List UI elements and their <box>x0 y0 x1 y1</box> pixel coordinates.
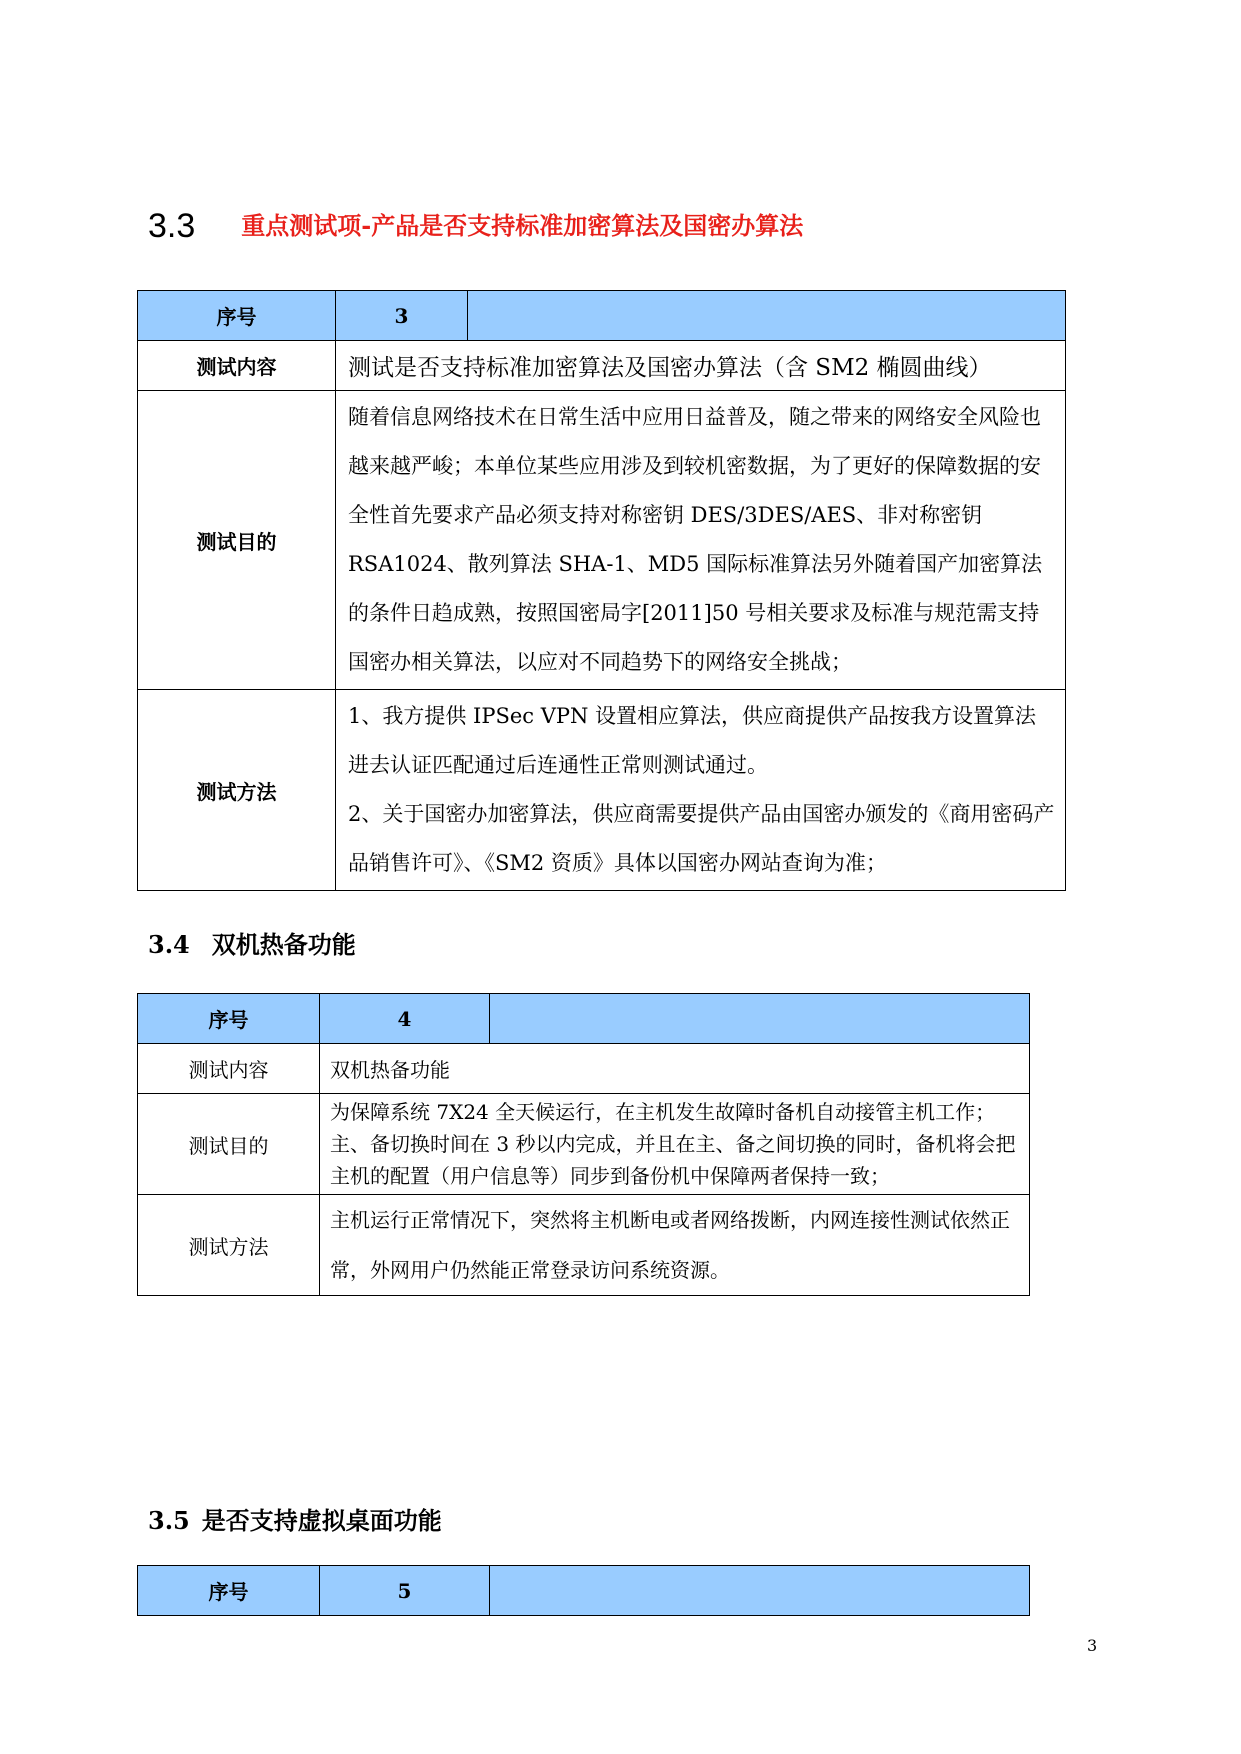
header-empty-cell <box>468 291 1066 341</box>
test-table-3 <box>137 290 1066 891</box>
seq-label: 序号 <box>138 1566 320 1616</box>
row-text: 主机运行正常情况下，突然将主机断电或者网络拨断，内网连接性测试依然正常，外网用户仍然能正常登录访问系统资源。 <box>320 1195 1030 1296</box>
section-number: 3.3 <box>148 207 196 245</box>
row-text <box>336 690 1066 891</box>
method-line-2: 2、关于国密办加密算法，供应商需要提供产品由国密办颁发的《商用密码产品销售许可》、《SM2 资质》具体以国密办网站查询为准； <box>348 802 1055 875</box>
test-table-4 <box>137 993 1030 1296</box>
row-text: 随着信息网络技术在日常生活中应用日益普及，随之带来的网络安全风险也越来越严峻；本单位某些应用涉及到较机密数据，为了更好的保障数据的安全性首先要求产品必须支持对称密钥 DES/3DES/AES、非对称密钥 RSA1024、散列算法 SHA-1、MD5 国际标准算法另外随着国产加密算法的条件日趋成熟，按照国密局字[2011]50 号相关要求及标准与规范需支持国密办相关算法，以应对不同趋势下的网络安全挑战； <box>336 391 1066 690</box>
section-title: 是否支持虚拟桌面功能 <box>201 1506 442 1535</box>
row-label: 测试方法 <box>138 1195 320 1296</box>
section-3-3-heading <box>148 207 803 246</box>
seq-label: 序号 <box>138 291 336 341</box>
row-label: 测试内容 <box>138 341 336 391</box>
table-row <box>138 391 1066 690</box>
section-number: 3.5 <box>148 1506 190 1535</box>
table-row <box>138 690 1066 891</box>
row-label: 测试内容 <box>138 1044 320 1094</box>
table-row <box>138 1094 1030 1195</box>
header-empty-cell <box>490 994 1030 1044</box>
header-empty-cell <box>490 1566 1030 1616</box>
test-table-5 <box>137 1565 1030 1616</box>
table-row <box>138 341 1066 391</box>
table-header-row <box>138 291 1066 341</box>
section-3-5-heading <box>148 1501 442 1536</box>
table-row <box>138 1195 1030 1296</box>
table-row <box>138 1044 1030 1094</box>
table-header-row <box>138 994 1030 1044</box>
section-title: 双机热备功能 <box>211 930 356 959</box>
seq-value: 4 <box>320 994 490 1044</box>
row-text: 测试是否支持标准加密算法及国密办算法（含 SM2 椭圆曲线） <box>336 341 1066 391</box>
row-text: 为保障系统 7X24 全天候运行，在主机发生故障时备机自动接管主机工作；主、备切换时间在 3 秒以内完成，并且在主、备之间切换的同时，备机将会把主机的配置（用户信息等）同步到备份机中保障两者保持一致； <box>320 1094 1030 1195</box>
seq-value: 3 <box>336 291 468 341</box>
section-3-4-heading <box>148 925 356 960</box>
page-number: 3 <box>1087 1636 1098 1655</box>
row-label: 测试目的 <box>138 391 336 690</box>
row-label: 测试方法 <box>138 690 336 891</box>
row-text: 双机热备功能 <box>320 1044 1030 1094</box>
row-label: 测试目的 <box>138 1094 320 1195</box>
seq-value: 5 <box>320 1566 490 1616</box>
table-header-row <box>138 1566 1030 1616</box>
section-title: 重点测试项-产品是否支持标准加密算法及国密办算法 <box>241 211 804 240</box>
method-line-1: 1、我方提供 IPSec VPN 设置相应算法，供应商提供产品按我方设置算法进去认证匹配通过后连通性正常则测试通过。 <box>348 704 1037 777</box>
seq-label: 序号 <box>138 994 320 1044</box>
section-number: 3.4 <box>148 930 190 959</box>
